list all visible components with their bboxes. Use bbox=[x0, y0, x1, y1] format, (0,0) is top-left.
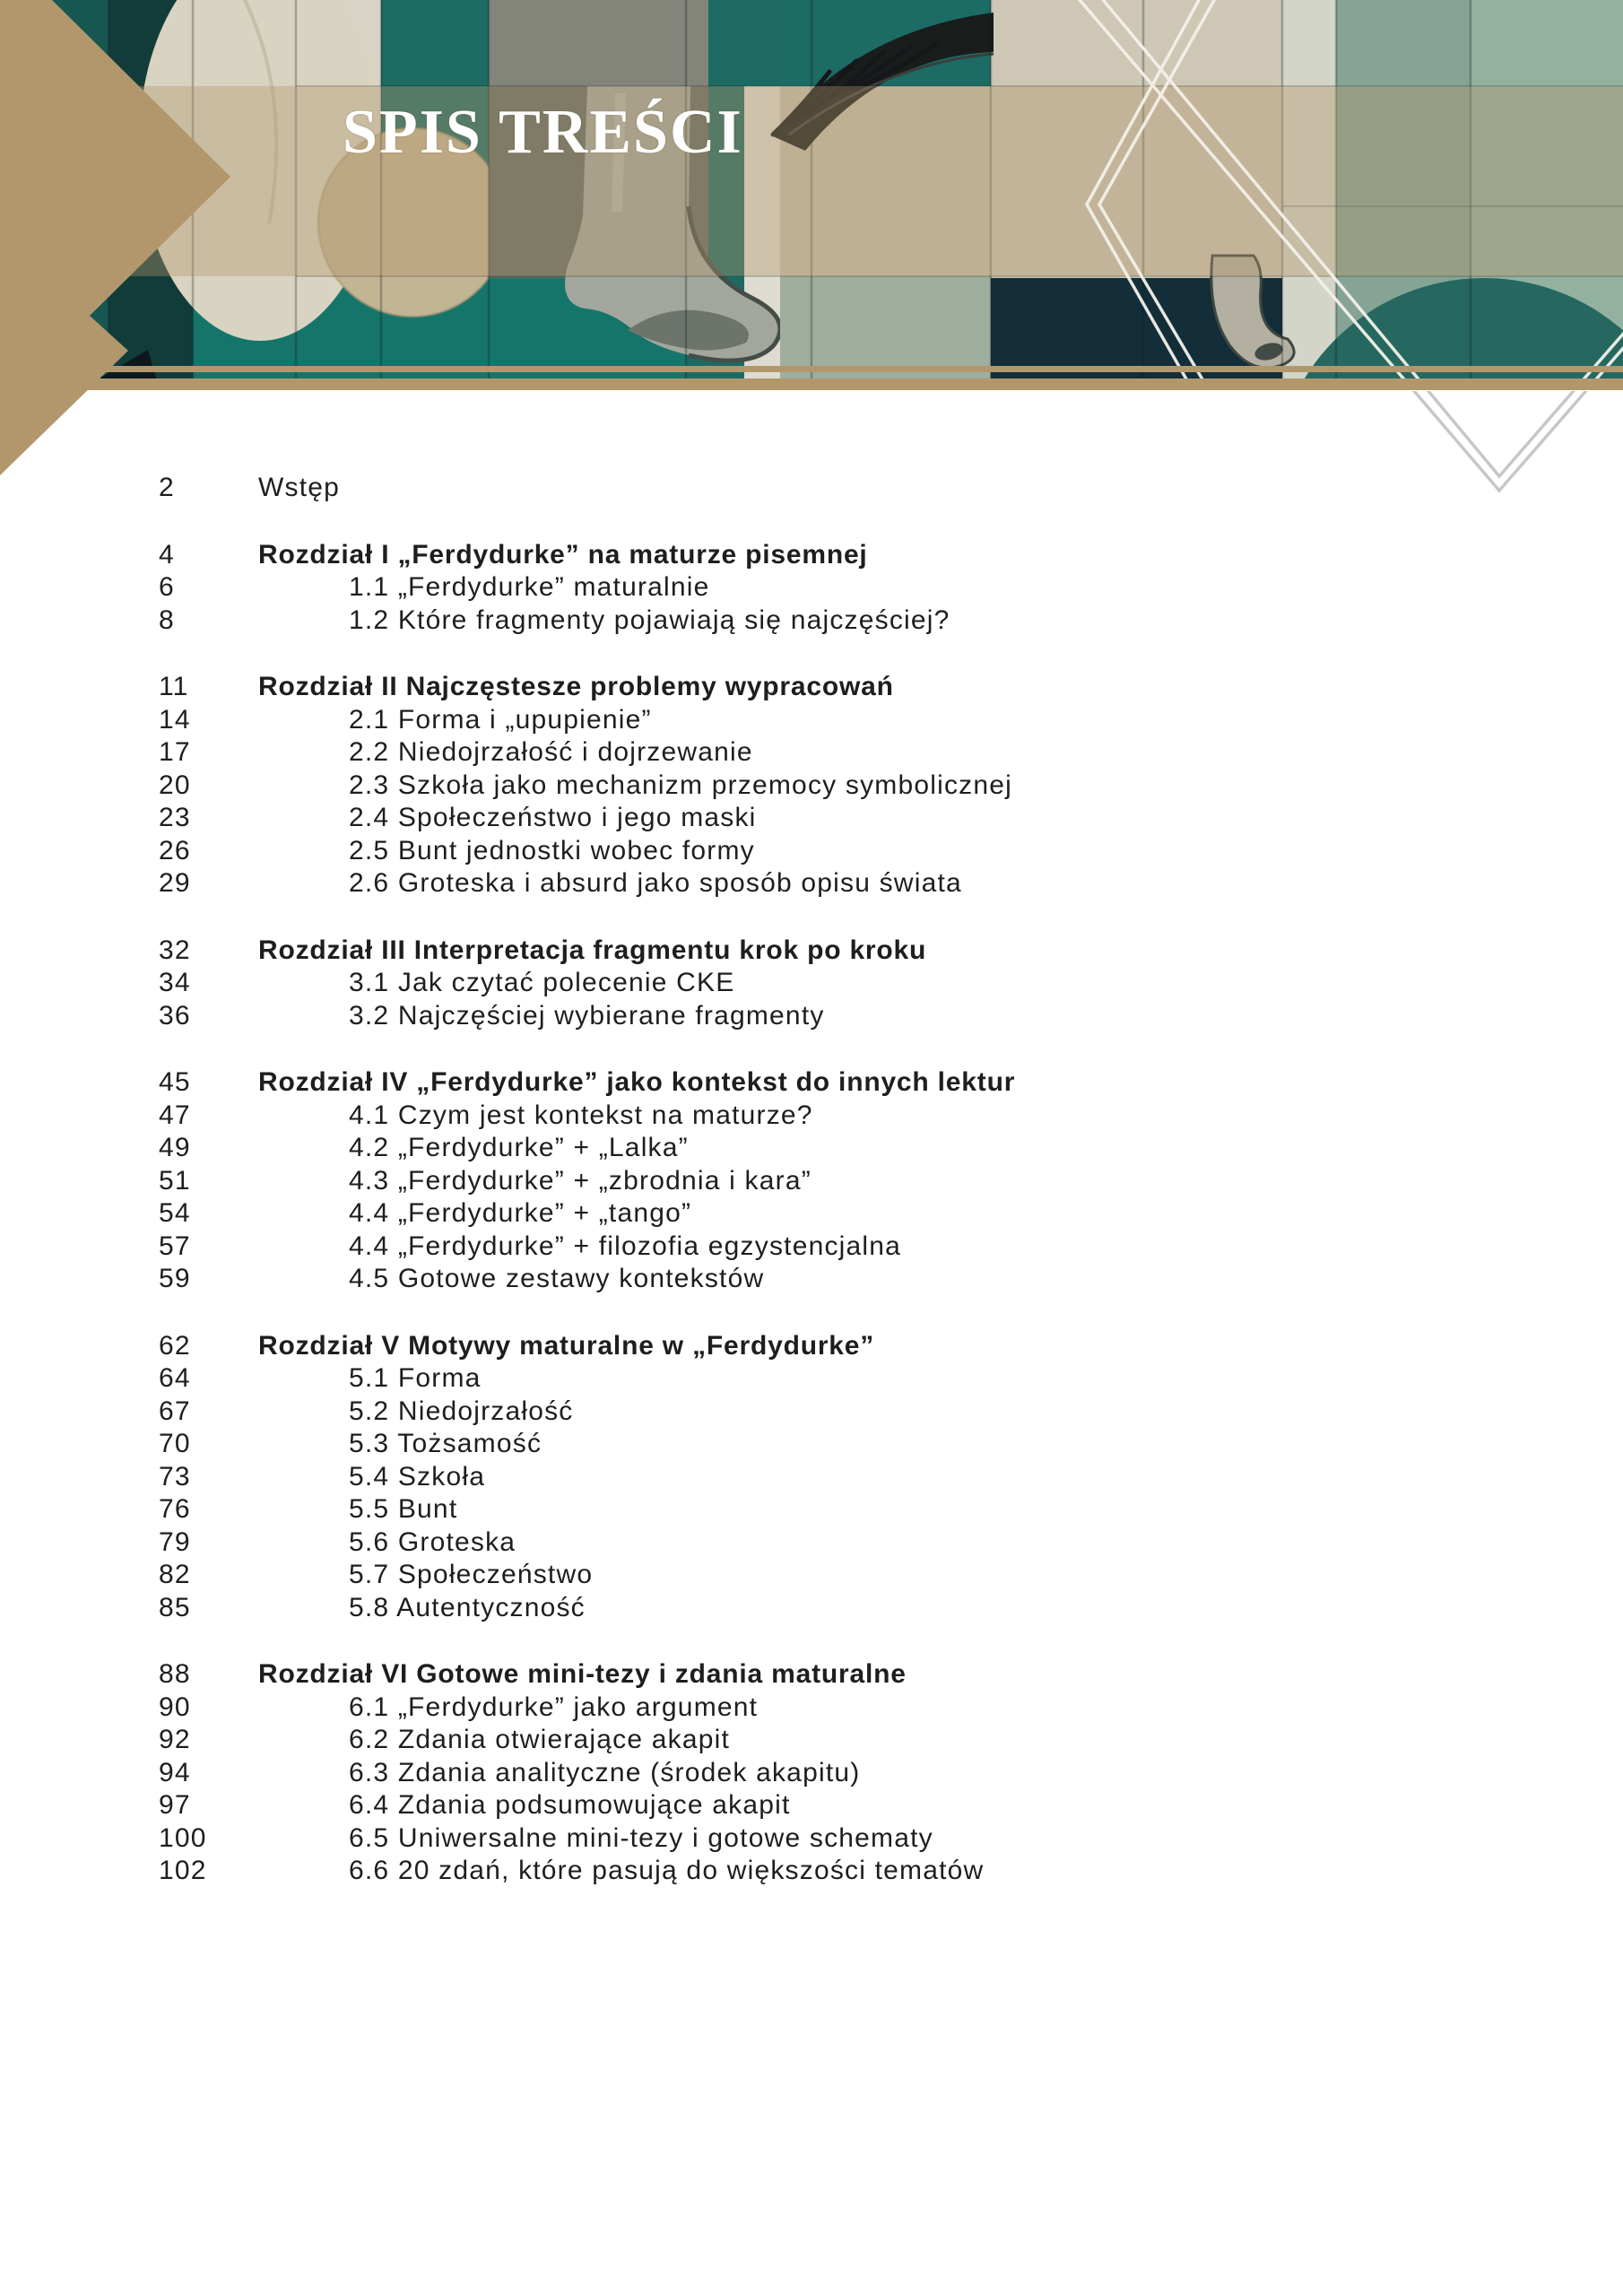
toc-subitem-row bbox=[159, 835, 1504, 868]
toc-subitem-row bbox=[159, 1692, 1504, 1725]
entry-title: 3.1 Jak czytać polecenie CKE bbox=[349, 968, 735, 997]
chapter-title: Rozdział III Interpretacja fragmentu krok po kroku bbox=[258, 935, 927, 965]
toc-subitem-row bbox=[159, 1461, 1504, 1494]
toc-subitem-row bbox=[159, 802, 1504, 835]
toc-subitem-row bbox=[159, 1428, 1504, 1461]
toc-subitem-row bbox=[159, 1132, 1504, 1165]
toc-subitem-row bbox=[159, 1165, 1504, 1198]
entry-title: 6.6 20 zdań, które pasują do większości tematów bbox=[349, 1856, 985, 1885]
toc-chapter-row bbox=[159, 671, 1504, 704]
title-band bbox=[0, 86, 1623, 276]
page-number: 100 bbox=[159, 1822, 207, 1853]
page-title: SPIS TREŚCI bbox=[343, 98, 743, 168]
toc-chapter-row bbox=[159, 1330, 1504, 1363]
page-number: 34 bbox=[159, 968, 191, 997]
page-number: 32 bbox=[159, 935, 191, 965]
toc-chapter-row bbox=[159, 1066, 1504, 1100]
toc-chapter-group bbox=[159, 539, 1504, 638]
page-number: 49 bbox=[159, 1133, 191, 1162]
toc-subitem-row bbox=[159, 1855, 1504, 1888]
entry-title: 4.4 „Ferdydurke” + filozofia egzystencjalna bbox=[349, 1231, 902, 1261]
toc-subitem-row bbox=[159, 736, 1504, 770]
entry-title: 3.2 Najczęściej wybierane fragmenty bbox=[349, 1000, 825, 1031]
entry-title: 2.6 Groteska i absurd jako sposób opisu świata bbox=[349, 868, 962, 898]
entry-title: 5.4 Szkoła bbox=[349, 1461, 486, 1492]
toc-chapter-row bbox=[159, 539, 1504, 572]
page-number: 70 bbox=[159, 1429, 191, 1458]
page-number: 20 bbox=[159, 770, 191, 800]
page-number: 8 bbox=[159, 604, 175, 635]
chapter-title: Rozdział VI Gotowe mini-tezy i zdania maturalne bbox=[258, 1659, 907, 1689]
chapter-title: Rozdział I „Ferdydurke” na maturze pisemnej bbox=[258, 539, 868, 570]
page-number: 26 bbox=[159, 835, 191, 865]
page-number: 64 bbox=[159, 1363, 191, 1393]
header-artwork bbox=[0, 0, 1623, 502]
toc-chapter-row bbox=[159, 1658, 1504, 1692]
entry-title: 2.3 Szkoła jako mechanizm przemocy symbolicznej bbox=[349, 770, 1012, 800]
toc-chapter-group bbox=[159, 671, 1504, 900]
page-number: 85 bbox=[159, 1592, 191, 1622]
toc-chapter-group bbox=[159, 1330, 1504, 1625]
page-number: 14 bbox=[159, 704, 191, 735]
page-number: 88 bbox=[159, 1659, 191, 1689]
entry-title: 6.4 Zdania podsumowujące akapit bbox=[349, 1790, 791, 1820]
chapter-title: Rozdział II Najczęstesze problemy wypracowań bbox=[258, 672, 894, 701]
chapter-title: Rozdział V Motywy maturalne w „Ferdydurke” bbox=[258, 1330, 875, 1361]
toc-subitem-row bbox=[159, 1100, 1504, 1133]
page-number: 23 bbox=[159, 803, 191, 832]
page-number: 29 bbox=[159, 868, 191, 898]
entry-title: 2.4 Społeczeństwo i jego maski bbox=[349, 803, 757, 832]
toc-subitem-row bbox=[159, 1789, 1504, 1822]
entry-title: 2.2 Niedojrzałość i dojrzewanie bbox=[349, 737, 753, 767]
entry-title: 4.5 Gotowe zestawy kontekstów bbox=[349, 1264, 765, 1293]
toc-subitem-row bbox=[159, 1493, 1504, 1526]
entry-title: 2.1 Forma i „upupienie” bbox=[349, 704, 652, 735]
toc-subitem-row bbox=[159, 1559, 1504, 1592]
toc-subitem-row bbox=[159, 1526, 1504, 1560]
page-number: 94 bbox=[159, 1757, 191, 1787]
entry-title: 1.1 „Ferdydurke” maturalnie bbox=[349, 572, 710, 602]
entry-title: 4.2 „Ferdydurke” + „Lalka” bbox=[349, 1133, 689, 1162]
toc-chapter-row bbox=[159, 935, 1504, 968]
toc-subitem-row bbox=[159, 1396, 1504, 1429]
toc-chapter-group bbox=[159, 1658, 1504, 1888]
toc-subitem-row bbox=[159, 1197, 1504, 1231]
page-number: 57 bbox=[159, 1231, 191, 1261]
entry-title: 6.2 Zdania otwierające akapit bbox=[349, 1725, 731, 1754]
page-number: 67 bbox=[159, 1396, 191, 1426]
page-number: 11 bbox=[159, 672, 189, 701]
entry-title: 1.2 Które fragmenty pojawiają się najczęściej? bbox=[349, 604, 950, 635]
page-number: 76 bbox=[159, 1494, 191, 1524]
entry-title: 5.7 Społeczeństwo bbox=[349, 1560, 594, 1589]
toc-subitem-row bbox=[159, 867, 1504, 900]
entry-title: 4.3 „Ferdydurke” + „zbrodnia i kara” bbox=[349, 1165, 812, 1196]
entry-title: 5.6 Groteska bbox=[349, 1526, 516, 1557]
page-number: 97 bbox=[159, 1790, 191, 1820]
entry-title: 5.5 Bunt bbox=[349, 1494, 458, 1524]
toc-subitem-row bbox=[159, 704, 1504, 737]
toc-subitem-row bbox=[159, 1822, 1504, 1856]
page-number: 6 bbox=[159, 572, 175, 602]
entry-title: 4.1 Czym jest kontekst na maturze? bbox=[349, 1100, 813, 1130]
page-number: 47 bbox=[159, 1100, 191, 1130]
chapter-title: Rozdział IV „Ferdydurke” jako kontekst do innych lektur bbox=[258, 1067, 1016, 1097]
toc-subitem-row bbox=[159, 571, 1504, 604]
page-header bbox=[0, 0, 1623, 502]
page-number: 90 bbox=[159, 1692, 191, 1722]
page-number: 17 bbox=[159, 737, 191, 767]
entry-title: 5.2 Niedojrzałość bbox=[349, 1396, 574, 1426]
toc-subitem-row bbox=[159, 967, 1504, 1000]
toc-intro-row bbox=[159, 472, 1504, 505]
page-number: 36 bbox=[159, 1000, 191, 1031]
page-number: 59 bbox=[159, 1264, 191, 1293]
entry-title: Wstęp bbox=[258, 473, 341, 502]
toc-chapter-group bbox=[159, 935, 1504, 1033]
page-number: 45 bbox=[159, 1067, 191, 1097]
page-number: 4 bbox=[159, 539, 175, 570]
entry-title: 6.3 Zdania analityczne (środek akapitu) bbox=[349, 1757, 861, 1787]
toc-subitem-row bbox=[159, 1362, 1504, 1396]
page-number: 51 bbox=[159, 1165, 191, 1196]
table-of-contents bbox=[159, 472, 1504, 1888]
page-number: 102 bbox=[159, 1856, 207, 1885]
entry-title: 6.1 „Ferdydurke” jako argument bbox=[349, 1692, 759, 1722]
toc-subitem-row bbox=[159, 770, 1504, 803]
toc-subitem-row bbox=[159, 1724, 1504, 1757]
entry-title: 4.4 „Ferdydurke” + „tango” bbox=[349, 1198, 692, 1228]
toc-subitem-row bbox=[159, 1592, 1504, 1625]
entry-title: 2.5 Bunt jednostki wobec formy bbox=[349, 835, 755, 865]
toc-chapter-group bbox=[159, 1066, 1504, 1296]
toc-subitem-row bbox=[159, 1757, 1504, 1790]
page-number: 73 bbox=[159, 1461, 191, 1492]
entry-title: 6.5 Uniwersalne mini-tezy i gotowe schematy bbox=[349, 1822, 933, 1853]
page-number: 2 bbox=[159, 473, 175, 502]
page-number: 79 bbox=[159, 1526, 191, 1557]
page-number: 62 bbox=[159, 1330, 191, 1361]
toc-subitem-row bbox=[159, 604, 1504, 638]
entry-title: 5.3 Tożsamość bbox=[349, 1429, 542, 1458]
page-number: 92 bbox=[159, 1725, 191, 1754]
entry-title: 5.1 Forma bbox=[349, 1363, 482, 1393]
toc-subitem-row bbox=[159, 1000, 1504, 1033]
page-number: 82 bbox=[159, 1560, 191, 1589]
toc-subitem-row bbox=[159, 1263, 1504, 1296]
toc-subitem-row bbox=[159, 1231, 1504, 1264]
page-number: 54 bbox=[159, 1198, 191, 1228]
entry-title: 5.8 Autentyczność bbox=[349, 1592, 586, 1622]
